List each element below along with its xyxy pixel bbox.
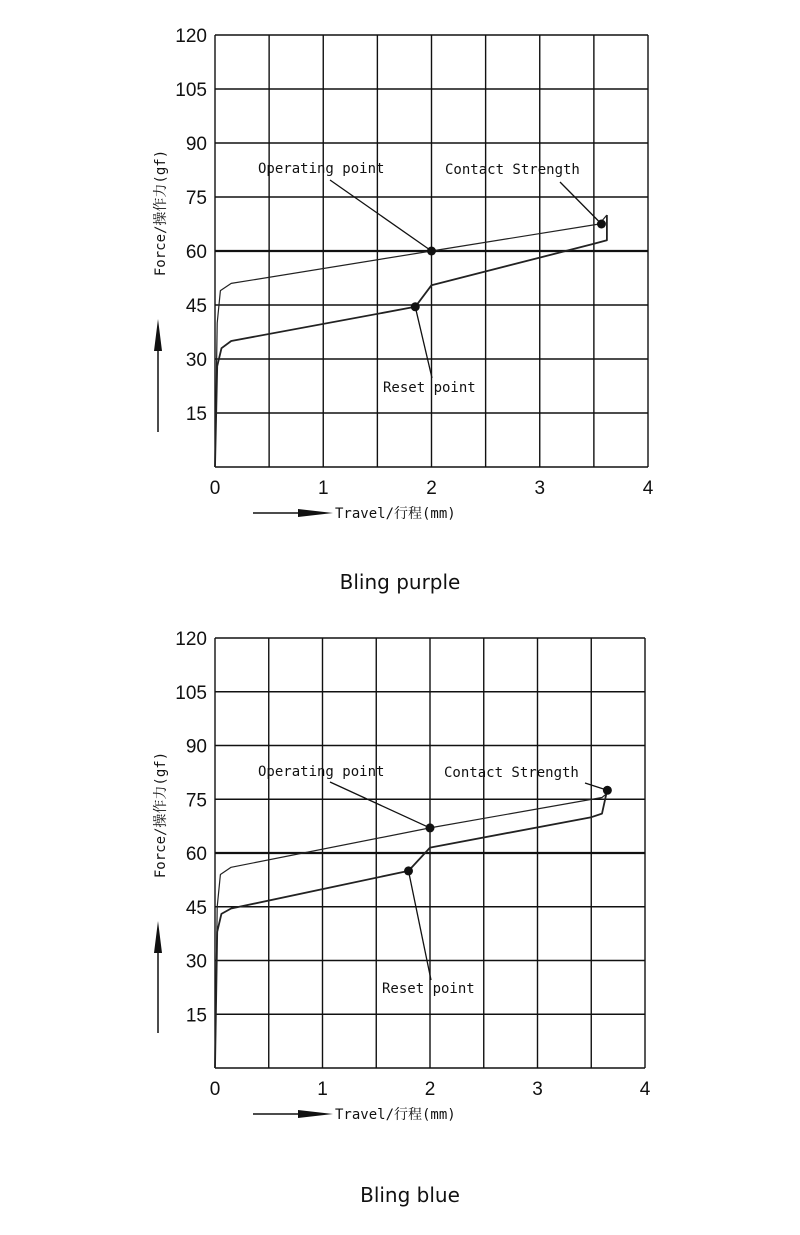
x-tick-label: 3: [534, 478, 546, 499]
chart-svg: [0, 0, 800, 615]
annotation-label: Operating point: [258, 161, 385, 177]
chart-title: Bling blue: [360, 1183, 460, 1207]
x-axis-label: Travel/行程(mm): [335, 1107, 456, 1123]
y-tick-label: 30: [185, 951, 207, 973]
series-line-press: [215, 794, 606, 1068]
y-tick-label: 75: [185, 188, 207, 209]
x-tick-label: 1: [317, 478, 329, 499]
x-tick-label: 2: [424, 1079, 436, 1100]
annotation-leader-line: [560, 182, 601, 224]
y-tick-label: 45: [185, 296, 207, 317]
y-tick-label: 90: [185, 736, 207, 758]
data-point-marker: [603, 786, 612, 795]
y-tick-label: 30: [185, 350, 207, 371]
data-point-marker: [426, 823, 435, 832]
y-tick-label: 90: [185, 134, 207, 155]
y-tick-label: 45: [185, 897, 207, 919]
x-tick-label: 1: [317, 1079, 328, 1100]
chart-bling-blue: [0, 615, 800, 1235]
annotation-leader-line: [409, 871, 432, 980]
annotation-label: Operating point: [258, 764, 385, 780]
y-tick-label: 105: [175, 80, 207, 101]
x-tick-label: 2: [426, 478, 437, 499]
annotation-label: Reset point: [383, 380, 476, 396]
annotation-leader-line: [330, 782, 430, 828]
annotation-leader-line: [330, 180, 432, 251]
x-axis-label: Travel/行程(mm): [335, 506, 456, 522]
y-axis-label: Force/操作力(gf): [153, 149, 169, 277]
data-point-marker: [404, 866, 413, 875]
y-tick-label: 120: [175, 26, 207, 47]
annotation-label: Contact Strength: [444, 765, 579, 781]
x-tick-label: 0: [209, 478, 221, 499]
y-tick-label: 120: [175, 629, 207, 650]
x-tick-label: 4: [642, 478, 654, 499]
data-point-marker: [427, 247, 436, 256]
annotation-leader-line: [415, 307, 432, 378]
annotation-label: Reset point: [382, 981, 475, 997]
data-point-marker: [597, 220, 606, 229]
series-line-release: [215, 794, 606, 1068]
x-tick-label: 0: [209, 1079, 221, 1100]
chart-title: Bling purple: [339, 570, 461, 594]
y-tick-label: 15: [185, 404, 207, 425]
y-tick-label: 15: [185, 1005, 207, 1027]
data-point-marker: [411, 302, 420, 311]
x-axis-arrow-head: [298, 509, 333, 517]
x-tick-label: 4: [639, 1079, 651, 1100]
x-axis-arrow-head: [298, 1110, 333, 1118]
y-tick-label: 75: [185, 790, 207, 812]
series-line-release: [215, 215, 607, 467]
y-tick-label: 60: [185, 844, 207, 865]
y-tick-label: 105: [175, 682, 207, 704]
chart-bling-purple: [0, 0, 800, 615]
annotation-label: Contact Strength: [445, 162, 580, 178]
y-tick-label: 60: [185, 242, 207, 263]
y-axis-label: Force/操作力(gf): [153, 751, 169, 879]
y-axis-arrow-head: [154, 319, 162, 351]
y-axis-arrow-head: [154, 921, 162, 953]
chart-svg: [0, 615, 800, 1235]
series-line-press: [215, 215, 607, 467]
x-tick-label: 3: [532, 1079, 543, 1100]
